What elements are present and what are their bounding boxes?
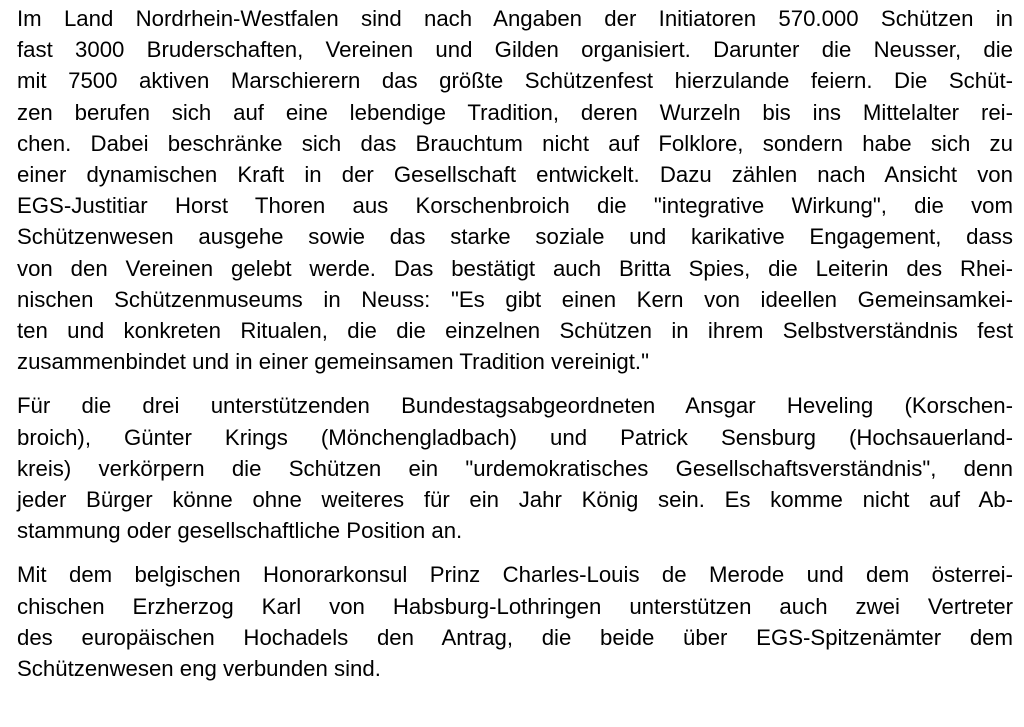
paragraph-2 [17,390,1013,546]
text-line: ten und konkreten Ritualen, die die einzelnen Schützen in ihrem Selbstverständnis fest [17,318,1013,344]
text-line: des europäischen Hochadels den Antrag, die beide über EGS-Spitzenämter dem [17,624,1013,650]
paragraph-1 [17,3,1013,377]
text-line: chischen Erzherzog Karl von Habsburg-Lothringen unterstützen auch zwei Vertreter [17,593,1013,619]
text-line: Mit dem belgischen Honorarkonsul Prinz Charles-Louis de Merode und dem österrei- [17,562,1013,588]
document-body [17,3,1013,684]
text-line: nischen Schützenmuseums in Neuss: "Es gibt einen Kern von ideellen Gemeinsamkei- [17,286,1013,312]
text-line: mit 7500 aktiven Marschierern das größte Schützenfest hierzulande feiern. Die Schüt- [17,68,1013,94]
text-line: Schützenwesen eng verbunden sind. [17,656,381,682]
text-line: fast 3000 Bruderschaften, Vereinen und Gilden organisiert. Darunter die Neusser, die [17,37,1013,63]
text-line: zen berufen sich auf eine lebendige Tradition, deren Wurzeln bis ins Mittelalter rei- [17,99,1013,125]
text-line: kreis) verkörpern die Schützen ein "urdemokratisches Gesellschaftsverständnis", denn [17,455,1013,481]
paragraph-3 [17,559,1013,684]
text-line: Schützenwesen ausgehe sowie das starke soziale und karikative Engagement, dass [17,224,1013,250]
text-line: zusammenbindet und in einer gemeinsamen Tradition vereinigt." [17,349,649,375]
text-line: stammung oder gesellschaftliche Position an. [17,518,463,544]
text-line: einer dynamischen Kraft in der Gesellschaft entwickelt. Dazu zählen nach Ansicht von [17,162,1013,188]
text-line: broich), Günter Krings (Mönchengladbach) und Patrick Sensburg (Hochsauerland- [17,424,1013,450]
text-line: Im Land Nordrhein-Westfalen sind nach Angaben der Initiatoren 570.000 Schützen in [17,6,1013,31]
text-line: jeder Bürger könne ohne weiteres für ein Jahr König sein. Es komme nicht auf Ab- [17,487,1013,513]
text-line: von den Vereinen gelebt werde. Das bestätigt auch Britta Spies, die Leiterin des Rhei- [17,255,1013,281]
text-line: Für die drei unterstützenden Bundestagsabgeordneten Ansgar Heveling (Korschen- [17,393,1013,419]
text-line: chen. Dabei beschränke sich das Brauchtum nicht auf Folklore, sondern habe sich zu [17,130,1013,156]
text-line: EGS-Justitiar Horst Thoren aus Korschenbroich die "integrative Wirkung", die vom [17,193,1013,219]
